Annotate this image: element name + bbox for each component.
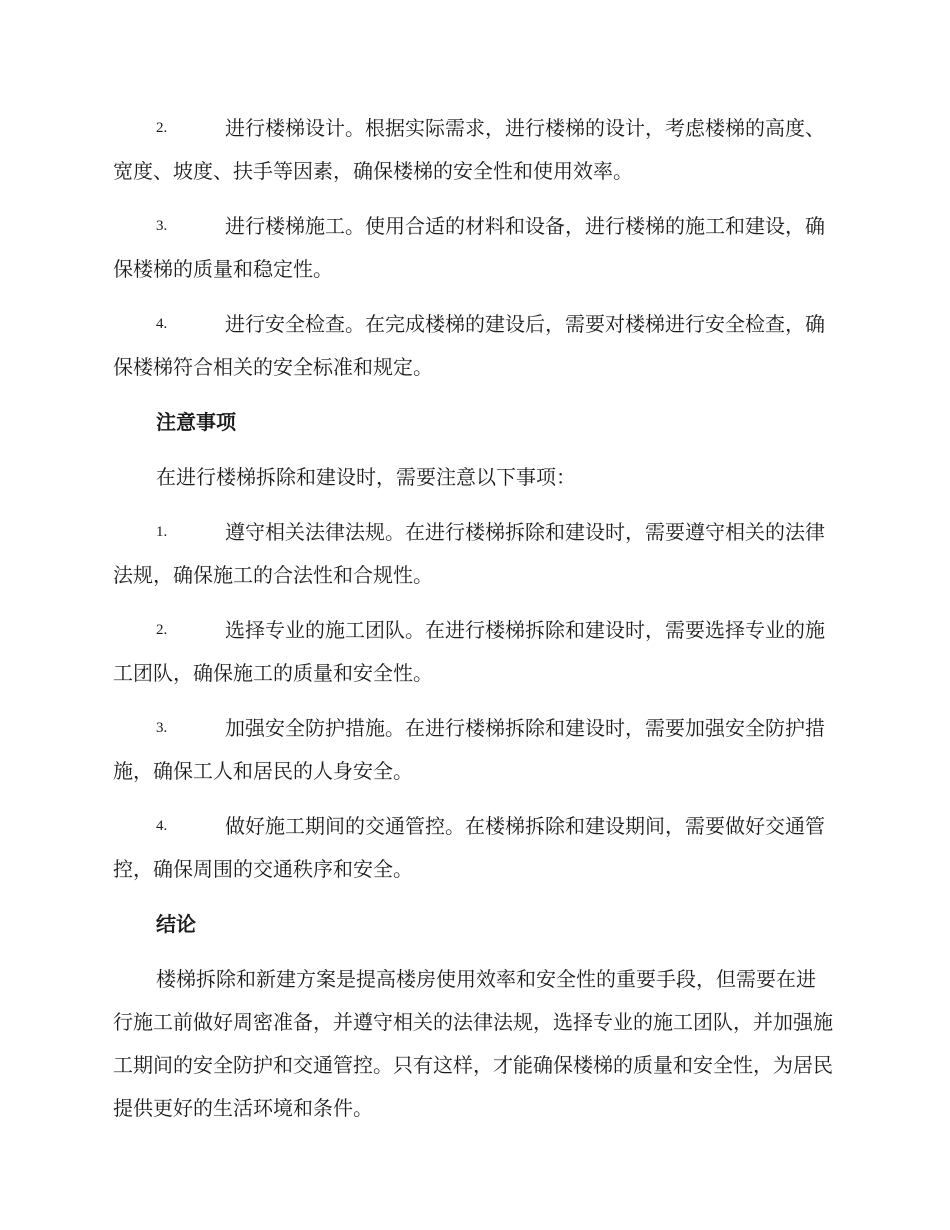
list-text: 进行安全检查。在完成楼梯的建设后，需要对楼梯进行安全检查，确保楼梯符合相关的安全标准和规定。 xyxy=(113,312,825,379)
list-text: 进行楼梯施工。使用合适的材料和设备，进行楼梯的施工和建设，确保楼梯的质量和稳定性。 xyxy=(113,214,825,281)
list-text: 选择专业的施工团队。在进行楼梯拆除和建设时，需要选择专业的施工团队，确保施工的质量和安全性。 xyxy=(113,618,825,685)
list-number: 3. xyxy=(156,720,168,736)
list-text: 遵守相关法律法规。在进行楼梯拆除和建设时，需要遵守相关的法律法规，确保施工的合法性和合规性。 xyxy=(113,520,825,587)
list-item xyxy=(113,609,835,695)
notes-intro: 在进行楼梯拆除和建设时，需要注意以下事项： xyxy=(156,465,576,489)
list-number: 1. xyxy=(156,524,168,540)
list-text: 加强安全防护措施。在进行楼梯拆除和建设时，需要加强安全防护措施，确保工人和居民的人身安全。 xyxy=(113,716,825,783)
document-page xyxy=(113,107,835,1130)
list-item xyxy=(113,107,835,193)
list-text: 进行楼梯设计。根据实际需求，进行楼梯的设计，考虑楼梯的高度、宽度、坡度、扶手等因素，确保楼梯的安全性和使用效率。 xyxy=(113,116,825,183)
list-number: 3. xyxy=(156,218,168,234)
conclusion-paragraph: 楼梯拆除和新建方案是提高楼房使用效率和安全性的重要手段，但需要在进行施工前做好周密准备，并遵守相关的法律法规，选择专业的施工团队，并加强施工期间的安全防护和交通管控。只有这样，才能确保楼梯的质量和安全性，为居民提供更好的生活环境和条件。 xyxy=(113,967,833,1120)
list-number: 4. xyxy=(156,316,168,332)
list-item xyxy=(113,805,835,891)
list-item xyxy=(113,303,835,389)
list-item xyxy=(113,205,835,291)
list-text: 做好施工期间的交通管控。在楼梯拆除和建设期间，需要做好交通管控，确保周围的交通秩序和安全。 xyxy=(113,814,825,881)
section-heading-conclusion: 结论 xyxy=(156,912,196,936)
section-heading-notes: 注意事项 xyxy=(156,410,236,434)
list-number: 2. xyxy=(156,120,168,136)
list-number: 2. xyxy=(156,622,168,638)
list-item xyxy=(113,707,835,793)
list-item xyxy=(113,511,835,597)
list-number: 4. xyxy=(156,818,168,834)
